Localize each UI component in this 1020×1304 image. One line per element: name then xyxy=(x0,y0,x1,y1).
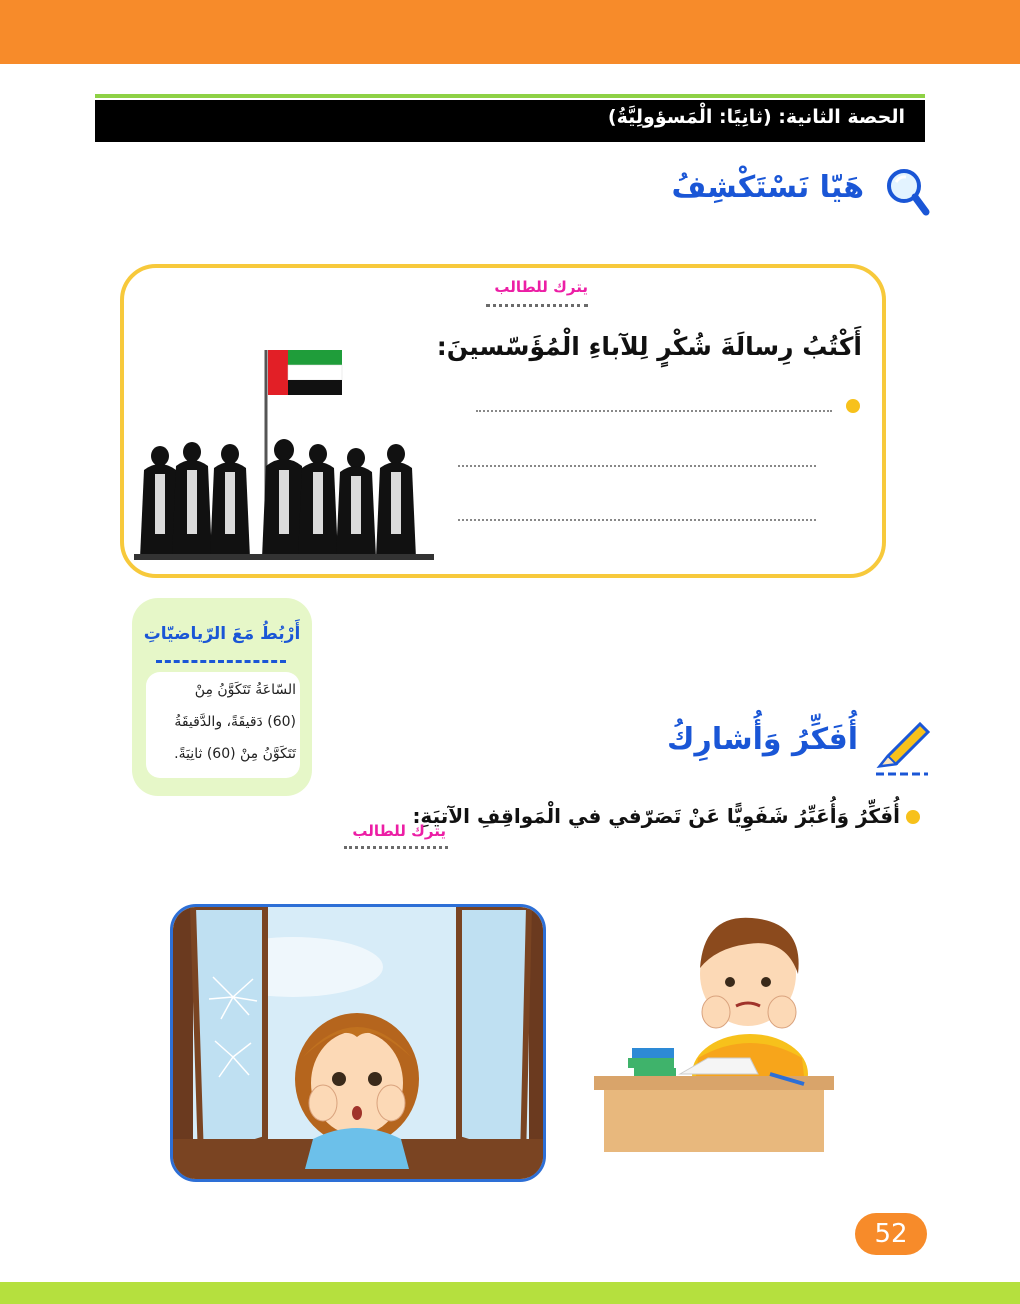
page-number: 52 xyxy=(855,1213,927,1255)
student-note: يترك للطالب xyxy=(494,278,588,296)
writing-prompt: أَكْتُبُ رِسالَةَ شُكْرٍ لِلآباءِ الْمُؤَسّسينَ: xyxy=(436,332,862,361)
student-note-2-underline xyxy=(344,846,448,849)
magnifier-icon xyxy=(884,166,930,218)
math-link-title: أَرْبُطُ مَعَ الرّياضيّاتِ xyxy=(143,624,301,644)
boy-desk-illustration xyxy=(590,908,840,1158)
bottom-banner xyxy=(0,1282,1020,1304)
girl-window-illustration xyxy=(173,907,546,1182)
explore-title: هَيّا نَسْتَكْشِفُ xyxy=(671,170,864,205)
answer-line-2[interactable] xyxy=(458,465,816,467)
math-link-divider xyxy=(156,660,286,663)
pencil-icon xyxy=(872,716,932,778)
math-line-1: السّاعَةُ تَتَكَوَّنُ مِنْ xyxy=(194,682,296,698)
top-banner xyxy=(0,0,1020,64)
bullet-icon xyxy=(846,399,860,413)
founding-fathers-image xyxy=(134,346,434,562)
think-share-title: أُفَكِّرُ وَأُشارِكُ xyxy=(667,722,858,757)
lesson-title: الحصة الثانية: (ثانِيًا: الْمَسؤولِيَّةُ) xyxy=(607,106,905,128)
answer-line-3[interactable] xyxy=(458,519,816,521)
math-line-2: (60) دَقيقَةً، والدَّقيقَةُ xyxy=(174,714,296,730)
question-bullet-icon xyxy=(906,810,920,824)
answer-line-1[interactable] xyxy=(476,410,832,412)
think-question: أُفَكِّرُ وَأُعَبِّرُ شَفَوِيًّا عَنْ تَصَرّفي في الْمَواقِفِ الآتيَةِ: xyxy=(412,804,900,828)
math-line-3: تَتَكَوَّنُ مِنْ (60) ثانِيَةً. xyxy=(174,746,296,762)
broken-window-scene xyxy=(170,904,546,1182)
header-accent-line xyxy=(95,94,925,98)
student-note-2: يترك للطالب xyxy=(352,822,446,840)
student-note-underline xyxy=(486,304,588,307)
